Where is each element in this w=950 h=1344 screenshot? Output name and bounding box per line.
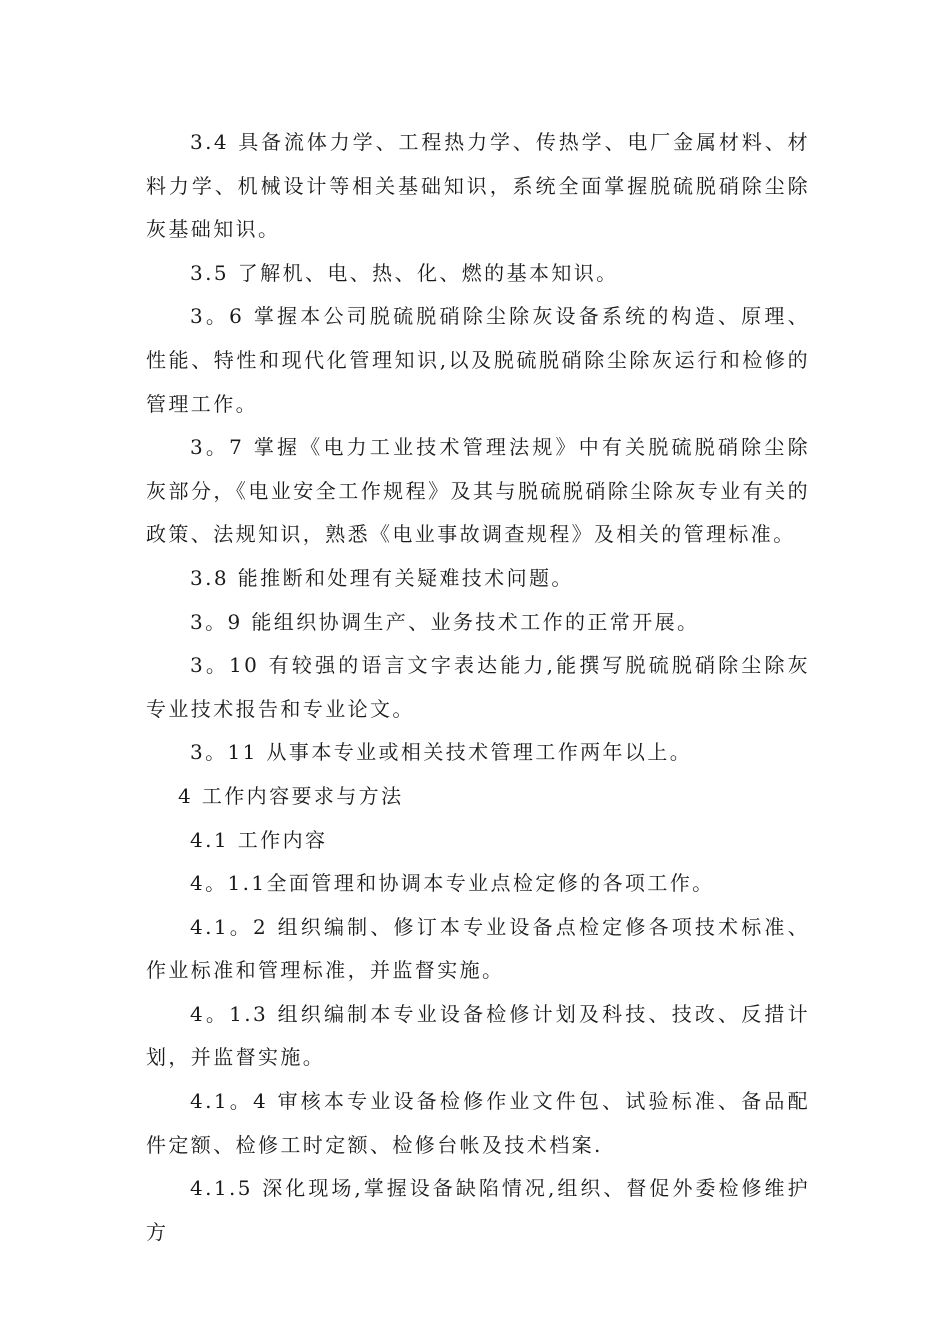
paragraph-3-5: 3.5 了解机、电、热、化、燃的基本知识。 [190, 260, 619, 285]
section-heading-4: 4 工作内容要求与方法 [178, 783, 404, 808]
paragraph-4-1-2: 4.1。2 组织编制、修订本专业设备点检定修各项技术标准、作业标准和管理标准，并监督实施。 [146, 914, 810, 983]
paragraph-3-6: 3。6 掌握本公司脱硫脱硝除尘除灰设备系统的构造、原理、性能、特性和现代化管理知识,以及脱硫脱硝除尘除灰运行和检修的管理工作。 [146, 304, 810, 416]
paragraph-3-8: 3.8 能推断和处理有关疑难技术问题。 [190, 565, 574, 590]
paragraph-4-1-4: 4.1。4 审核本专业设备检修作业文件包、试验标准、备品配件定额、检修工时定额、检修台帐及技术档案. [146, 1089, 810, 1157]
subsection-heading-4-1: 4.1 工作内容 [190, 827, 328, 852]
paragraph-3-9: 3。9 能组织协调生产、业务技术工作的正常开展。 [190, 609, 700, 634]
paragraph-3-7: 3。7 掌握《电力工业技术管理法规》中有关脱硫脱硝除尘除灰部分，《电业安全工作规程》及其与脱硫脱硝除尘除灰专业有关的政策、法规知识，熟悉《电业事故调查规程》及相关的管理标准。 [146, 435, 810, 547]
paragraph-4-1-5: 4.1.5 深化现场,掌握设备缺陷情况,组织、督促外委检修维护方 [146, 1176, 810, 1244]
paragraph-3-11: 3。11 从事本专业或相关技术管理工作两年以上。 [190, 740, 693, 765]
paragraph-4-1-3: 4。1.3 组织编制本专业设备检修计划及科技、技改、反措计划，并监督实施。 [146, 1001, 810, 1070]
paragraph-4-1-1: 4。1.1全面管理和协调本专业点检定修的各项工作。 [190, 871, 715, 896]
paragraph-3-10: 3。10 有较强的语言文字表达能力,能撰写脱硫脱硝除尘除灰专业技术报告和专业论文。 [146, 653, 810, 721]
paragraph-3-4: 3.4 具备流体力学、工程热力学、传热学、电厂金属材料、材料力学、机械设计等相关基础知识，系统全面掌握脱硫脱硝除尘除灰基础知识。 [146, 130, 810, 242]
document-body [146, 121, 810, 1254]
